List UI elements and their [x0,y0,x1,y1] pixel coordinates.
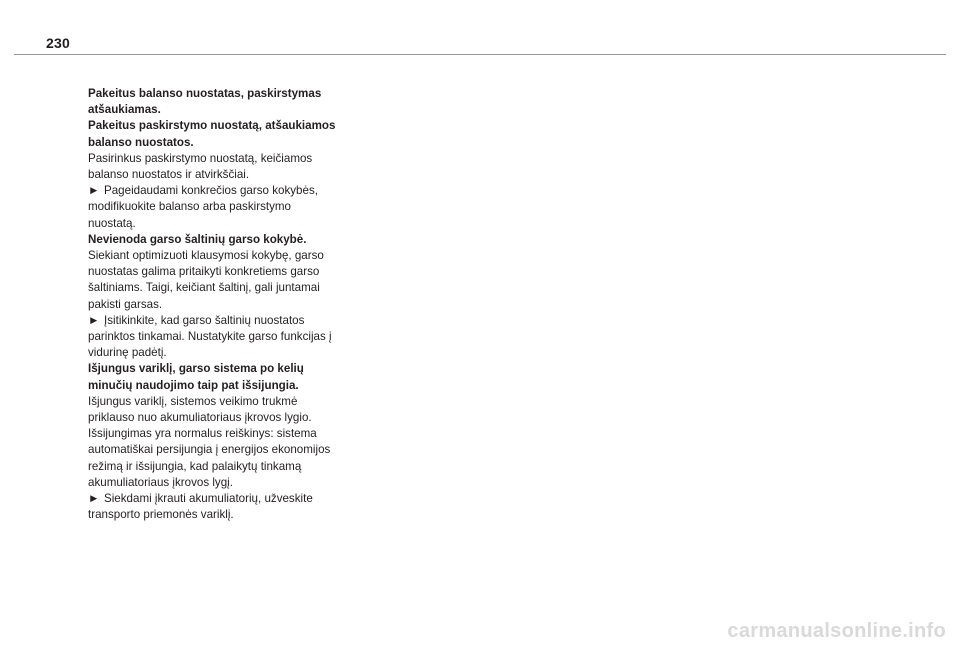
text-line [88,280,358,296]
text-line [88,394,358,410]
bullet-arrow-icon: ► [88,184,100,198]
line-text: automatiškai persijungia į energijos ekonomijos [88,443,331,457]
text-line [88,248,358,264]
line-text: Pakeitus paskirstymo nuostatą, atšaukiamos [88,119,336,133]
line-text: Siekiant optimizuoti klausymosi kokybę, garso [88,249,324,263]
line-text: akumuliatoriaus įkrovos lygį. [88,475,233,489]
line-text: Pageidaudami konkrečios garso kokybės, [104,184,318,198]
heading-line [88,102,358,118]
text-line [88,264,358,280]
text-line [88,426,358,442]
heading-line [88,378,358,394]
text-line [88,345,358,361]
heading-line [88,118,358,134]
bullet-line [88,491,358,507]
text-line [88,199,358,215]
text-line [88,167,358,183]
line-text: minučių naudojimo taip pat išsijungia. [88,378,299,392]
header-divider [14,54,946,55]
line-text: balanso nuostatos. [88,135,194,149]
bullet-arrow-icon: ► [88,313,100,327]
line-text: parinktos tinkamai. Nustatykite garso funkcijas į [88,330,332,344]
line-text: Pasirinkus paskirstymo nuostatą, keičiamos [88,151,313,165]
line-text: pakisti garsas. [88,297,163,311]
heading-line [88,232,358,248]
line-text: transporto priemonės variklį. [88,508,234,522]
text-line [88,410,358,426]
text-line [88,329,358,345]
line-text: Išjungus variklį, sistemos veikimo trukmė [88,394,298,408]
line-text: šaltiniams. Taigi, keičiant šaltinį, gali juntamai [88,281,320,295]
line-text: Siekdami įkrauti akumuliatorių, užveskite [104,492,313,506]
line-text: balanso nuostatos ir atvirkščiai. [88,168,250,182]
line-text: atšaukiamas. [88,103,161,117]
text-line [88,507,358,523]
heading-line [88,86,358,102]
text-line [88,459,358,475]
line-text: priklauso nuo akumuliatoriaus įkrovos lygio. [88,411,312,425]
line-text: nuostatas galima pritaikyti konkretiems garso [88,265,320,279]
line-text: Išjungus variklį, garso sistema po kelių [88,362,304,376]
line-text: nuostatą. [88,216,136,230]
line-text: režimą ir išsijungia, kad palaikytų tinkamą [88,459,302,473]
bullet-line [88,183,358,199]
line-text: Nevienoda garso šaltinių garso kokybė. [88,232,307,246]
line-text: modifikuokite balanso arba paskirstymo [88,200,291,214]
bullet-line [88,313,358,329]
footer-watermark: carmanualsonline.info [727,620,946,642]
heading-line [88,361,358,377]
text-line [88,216,358,232]
text-line [88,297,358,313]
page-number: 230 [46,35,70,51]
line-text: vidurinę padėtį. [88,346,167,360]
line-text: Pakeitus balanso nuostatas, paskirstymas [88,87,322,100]
text-column [88,86,358,523]
line-text: Išsijungimas yra normalus reiškinys: sistema [88,427,317,441]
text-line [88,475,358,491]
text-line [88,151,358,167]
text-line [88,442,358,458]
line-text: Įsitikinkite, kad garso šaltinių nuostatos [104,313,305,327]
bullet-arrow-icon: ► [88,492,100,506]
heading-line [88,135,358,151]
